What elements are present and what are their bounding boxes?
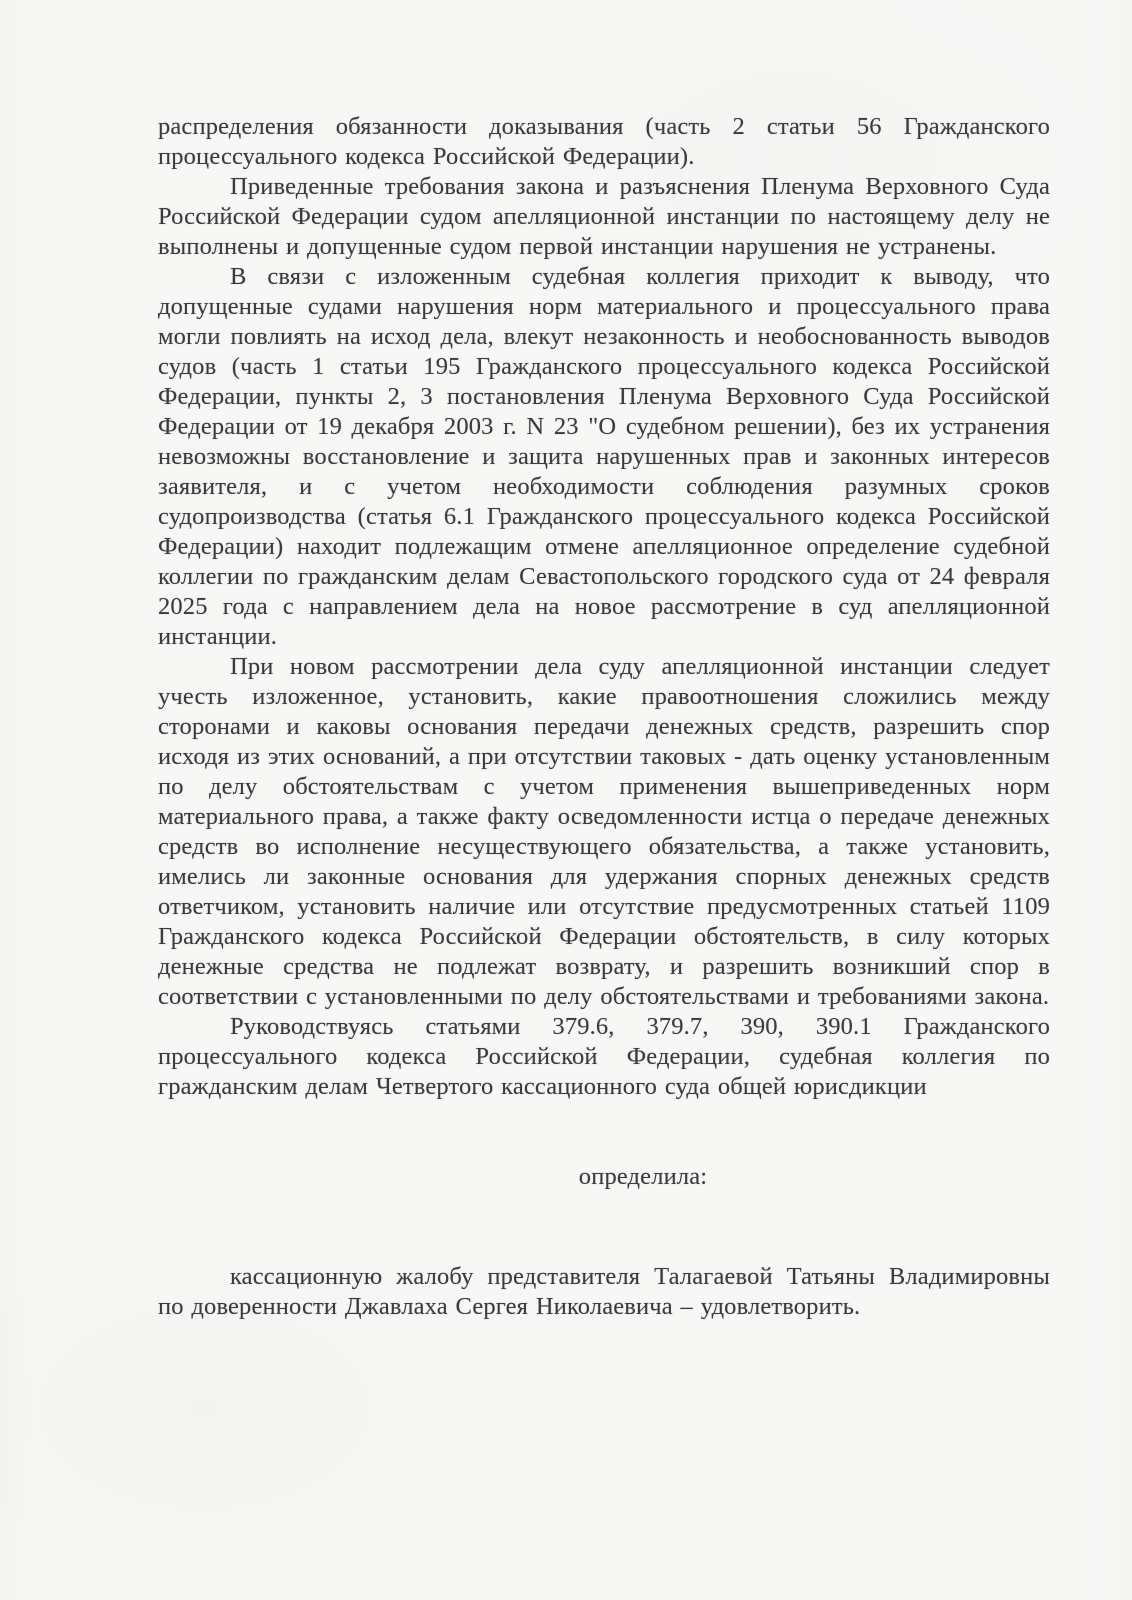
paragraph-continuation: распределения обязанности доказывания (часть 2 статьи 56 Гражданского процессуального кодекса Российской Федерации).: [158, 113, 1050, 170]
paragraph-operative-part: кассационную жалобу представителя Талагаевой Татьяны Владимировны по доверенности Джавлаха Сергея Николаевича – удовлетворить.: [158, 1263, 1050, 1320]
resolution-heading: определила:: [578, 1163, 708, 1190]
paragraph-new-review-instructions: При новом рассмотрении дела суду апелляционной инстанции следует учесть изложенное, установить, какие правоотношения сложились между сторонами и каковы основания передачи денежных средств, разрешить спор исходя из этих оснований, а при отсутствии таковых - дать оценку установленным по делу обстоятельствам с учетом применения вышеприведенных норм материального права, а также факту осведомленности истца о передаче денежных средств во исполнение несуществующего обязательства, а также установить, имелись ли законные основания для удержания спорных денежных средств ответчиком, установить наличие или отсутствие предусмотренных статьей 1109 Гражданского кодекса Российской Федерации обстоятельств, в силу которых денежные средства не подлежат возврату, и разрешить возникший спор в соответствии с установленными по делу обстоятельствами и требованиями закона.: [158, 653, 1050, 1010]
document-body: [158, 112, 1050, 1322]
paragraph-guided-by-articles: Руководствуясь статьями 379.6, 379.7, 390, 390.1 Гражданского процессуального кодекса Российской Федерации, судебная коллегия по гражданским делам Четвертого кассационного суда общей юрисдикции: [158, 1013, 1050, 1100]
paragraph-collegium-conclusion: В связи с изложенным судебная коллегия приходит к выводу, что допущенные судами нарушения норм материального и процессуального права могли повлиять на исход дела, влекут незаконность и необоснованность выводов судов (часть 1 статьи 195 Гражданского процессуального кодекса Российской Федерации, пункты 2, 3 постановления Пленума Верховного Суда Российской Федерации от 19 декабря 2003 г. N 23 "О судебном решении), без их устранения невозможны восстановление и защита нарушенных прав и законных интересов заявителя, и с учетом необходимости соблюдения разумных сроков судопроизводства (статья 6.1 Гражданского процессуального кодекса Российской Федерации) находит подлежащим отмене апелляционное определение судебной коллегии по гражданским делам Севастопольского городского суда от 24 февраля 2025 года с направлением дела на новое рассмотрение в суд апелляционной инстанции.: [158, 263, 1050, 650]
paragraph-requirements-not-met: Приведенные требования закона и разъяснения Пленума Верховного Суда Российской Федерации судом апелляционной инстанции по настоящему делу не выполнены и допущенные судом первой инстанции нарушения не устранены.: [158, 173, 1050, 260]
